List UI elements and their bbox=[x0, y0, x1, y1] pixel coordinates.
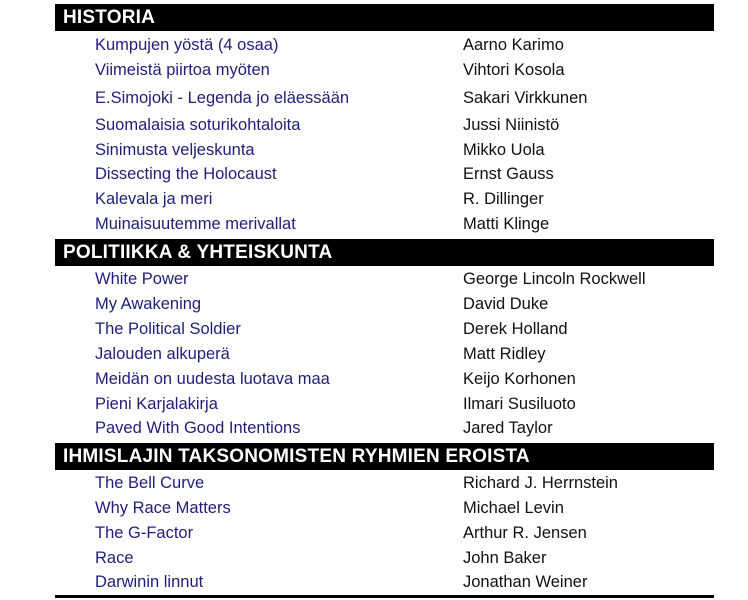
book-author: Ernst Gauss bbox=[463, 165, 554, 183]
book-author: Richard J. Herrnstein bbox=[463, 474, 618, 492]
list-item bbox=[0, 342, 748, 367]
list-item bbox=[0, 267, 748, 292]
book-title: Kalevala ja meri bbox=[95, 190, 213, 208]
list-item bbox=[0, 496, 748, 521]
book-author: R. Dillinger bbox=[463, 190, 544, 208]
book-title: White Power bbox=[95, 270, 189, 288]
book-author: Matti Klinge bbox=[463, 215, 550, 233]
list-item bbox=[0, 33, 748, 58]
book-author: Michael Levin bbox=[463, 499, 564, 517]
list-item bbox=[0, 86, 748, 111]
book-title: Meidän on uudesta luotava maa bbox=[95, 370, 330, 388]
book-author: Jared Taylor bbox=[463, 419, 553, 437]
list-item bbox=[0, 416, 748, 441]
book-author: Jussi Niinistö bbox=[463, 116, 560, 134]
book-title: Jalouden alkuperä bbox=[95, 345, 230, 363]
book-author: Jonathan Weiner bbox=[463, 573, 588, 591]
book-author: Vihtori Kosola bbox=[463, 61, 565, 79]
book-author: Derek Holland bbox=[463, 320, 568, 338]
list-item bbox=[0, 187, 748, 212]
bottom-divider bbox=[55, 595, 714, 598]
list-item bbox=[0, 521, 748, 546]
list-item bbox=[0, 162, 748, 187]
book-author: George Lincoln Rockwell bbox=[463, 270, 646, 288]
section-header-ihmislajin: IHMISLAJIN TAKSONOMISTEN RYHMIEN EROISTA bbox=[55, 443, 714, 470]
list-item bbox=[0, 367, 748, 392]
list-item bbox=[0, 58, 748, 83]
book-title: Darwinin linnut bbox=[95, 573, 204, 591]
book-author: Matt Ridley bbox=[463, 345, 546, 363]
book-title: My Awakening bbox=[95, 295, 202, 313]
book-title: E.Simojoki - Legenda jo eläessään bbox=[95, 89, 350, 107]
section-header-historia: HISTORIA bbox=[55, 4, 714, 31]
book-author: Sakari Virkkunen bbox=[463, 89, 588, 107]
book-title: Why Race Matters bbox=[95, 499, 231, 517]
book-author: Ilmari Susiluoto bbox=[463, 395, 576, 413]
book-title: Suomalaisia soturikohtaloita bbox=[95, 116, 301, 134]
book-title: Paved With Good Intentions bbox=[95, 419, 301, 437]
book-title: Viimeistä piirtoa myöten bbox=[95, 61, 270, 79]
list-item bbox=[0, 546, 748, 571]
list-item bbox=[0, 471, 748, 496]
book-author: John Baker bbox=[463, 549, 547, 567]
list-item bbox=[0, 570, 748, 595]
list-item bbox=[0, 292, 748, 317]
section-header-politiikka: POLITIIKKA & YHTEISKUNTA bbox=[55, 239, 714, 266]
book-title: Muinaisuutemme merivallat bbox=[95, 215, 296, 233]
list-item bbox=[0, 317, 748, 342]
list-item bbox=[0, 212, 748, 237]
list-item bbox=[0, 138, 748, 163]
book-title: Pieni Karjalakirja bbox=[95, 395, 218, 413]
book-title: The Bell Curve bbox=[95, 474, 205, 492]
book-title: The Political Soldier bbox=[95, 320, 241, 338]
book-author: Mikko Uola bbox=[463, 141, 545, 159]
book-title: Dissecting the Holocaust bbox=[95, 165, 277, 183]
book-title: Kumpujen yöstä (4 osaa) bbox=[95, 36, 279, 54]
book-author: Arthur R. Jensen bbox=[463, 524, 587, 542]
book-author: Aarno Karimo bbox=[463, 36, 564, 54]
list-item bbox=[0, 113, 748, 138]
book-title: The G-Factor bbox=[95, 524, 194, 542]
book-title: Race bbox=[95, 549, 134, 567]
list-item bbox=[0, 392, 748, 417]
book-author: Keijo Korhonen bbox=[463, 370, 576, 388]
book-title: Sinimusta veljeskunta bbox=[95, 141, 255, 159]
book-author: David Duke bbox=[463, 295, 549, 313]
